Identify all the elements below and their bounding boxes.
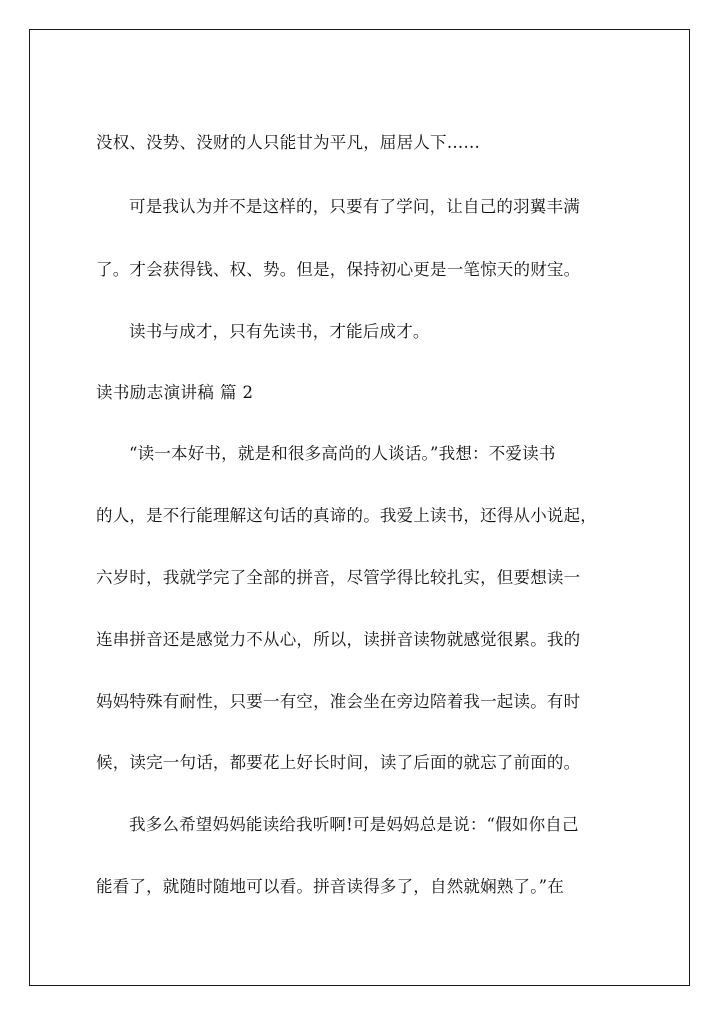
- paragraph-line: 候，读完一句话，都要花上好长时间，读了后面的就忘了前面的。: [96, 753, 581, 772]
- paragraph-line: 可是我认为并不是这样的，只要有了学问，让自己的羽翼丰满: [129, 197, 580, 216]
- paragraph-line: 我多么希望妈妈能读给我听啊!可是妈妈总是说：“假如你自己: [129, 815, 579, 834]
- paragraph-line: 读书与成才，只有先读书，才能后成才。: [129, 322, 430, 341]
- paragraph-line: 妈妈特殊有耐性，只要一有空，准会坐在旁边陪着我一起读。有时: [96, 692, 581, 711]
- paragraph-line: 六岁时，我就学完了全部的拼音，尽管学得比较扎实，但要想读一: [96, 568, 581, 587]
- paragraph-line: “读一本好书，就是和很多高尚的人谈话。”我想：不爱读书: [129, 444, 556, 463]
- paragraph-line: 没权、没势、没财的人只能甘为平凡，屈居人下……: [96, 133, 481, 152]
- section-heading: 读书励志演讲稿 篇 2: [96, 383, 254, 402]
- paragraph-line: 能看了，就随时随地可以看。拼音读得多了，自然就娴熟了。”在: [96, 877, 564, 896]
- paragraph-line: 了。才会获得钱、权、势。但是，保持初心更是一笔惊天的财宝。: [96, 260, 581, 279]
- paragraph-line: 的人，是不行能理解这句话的真谛的。我爱上读书，还得从小说起，: [96, 506, 597, 525]
- paragraph-line: 连串拼音还是感觉力不从心，所以，读拼音读物就感觉很累。我的: [96, 630, 581, 649]
